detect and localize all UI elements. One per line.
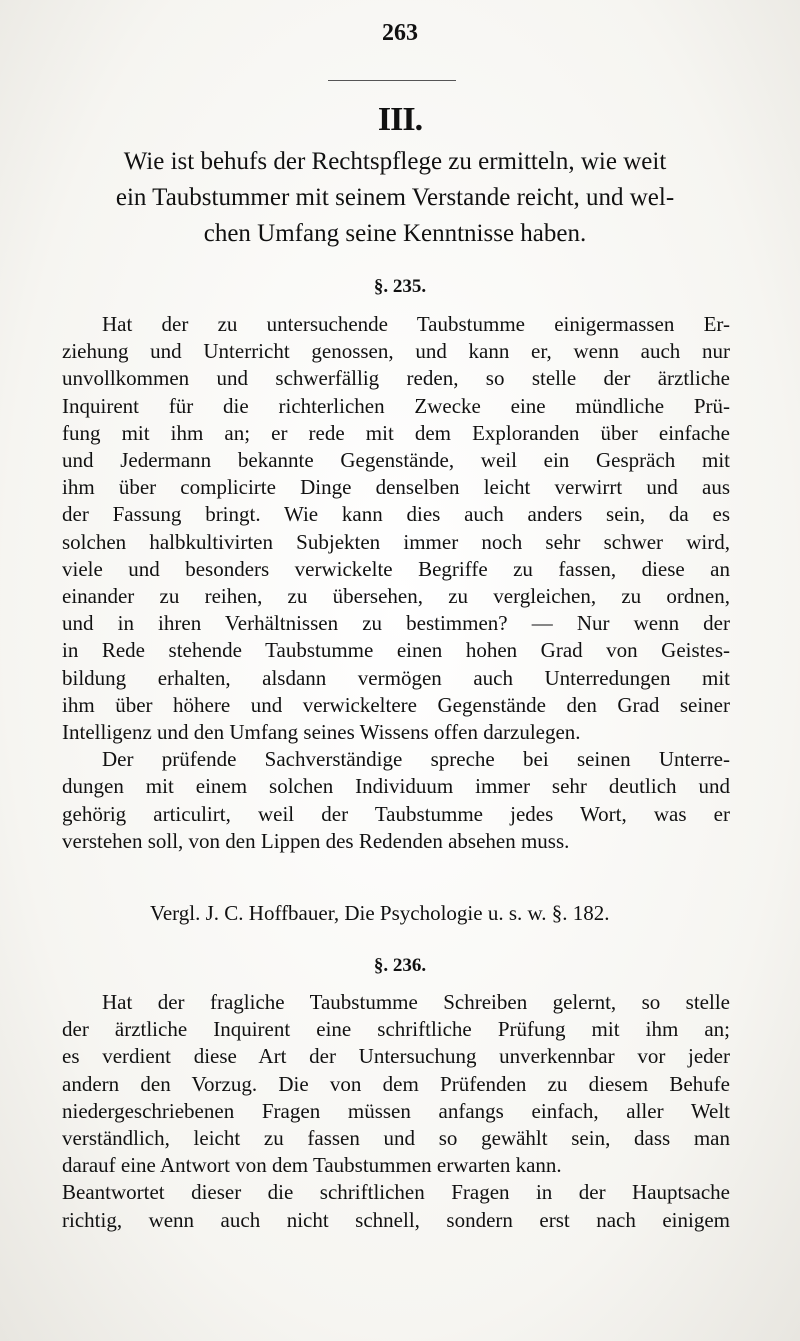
text-line: Inquirent für die richterlichen Zwecke eine mündliche Prü- xyxy=(62,393,730,418)
text-line: unvollkommen und schwerfällig reden, so stelle der ärztliche xyxy=(62,366,730,391)
text-line: verständlich, leicht zu fassen und so gewählt sein, dass man xyxy=(62,1126,730,1151)
paragraph-number-236: §. 236. xyxy=(373,955,427,976)
text-line: und in ihren Verhältnissen zu bestimmen? — Nur wenn der xyxy=(62,611,730,636)
paragraph-number-235: §. 235. xyxy=(373,276,427,297)
text-line: einander zu reihen, zu übersehen, zu vergleichen, zu ordnen, xyxy=(62,584,730,609)
text-line: richtig, wenn auch nicht schnell, sondern erst nach einigem xyxy=(62,1207,730,1232)
text-line: niedergeschriebenen Fragen müssen anfangs einfach, aller Welt xyxy=(62,1098,730,1123)
text-line: ihm über complicirte Dinge denselben leicht verwirrt und aus xyxy=(62,475,730,500)
text-line: verstehen soll, von den Lippen des Redenden absehen muss. xyxy=(62,828,570,853)
heading-line: chen Umfang seine Kenntnisse haben. xyxy=(203,220,587,247)
heading-line: Wie ist behufs der Rechtspflege zu ermitteln, wie weit xyxy=(123,148,667,175)
text-line: in Rede stehende Taubstumme einen hohen Grad von Geistes- xyxy=(62,638,730,663)
text-line: ziehung und Unterricht genossen, und kann er, wenn auch nur xyxy=(62,339,730,364)
text-line: ihm über höhere und verwickeltere Gegenstände den Grad seiner xyxy=(62,692,730,717)
section-numeral: III. xyxy=(377,101,423,138)
text-line: fung mit ihm an; er rede mit dem Exploranden über einfache xyxy=(62,420,730,445)
heading-line: ein Taubstummer mit seinem Verstande reicht, und wel- xyxy=(115,184,675,211)
text-line: Hat der zu untersuchende Taubstumme einigermassen Er- xyxy=(102,312,730,336)
text-line: dungen mit einem solchen Individuum immer sehr deutlich und xyxy=(62,774,730,799)
text-line: der Fassung bringt. Wie kann dies auch anders sein, da es xyxy=(62,502,730,527)
text-line: und Jedermann bekannte Gegenstände, weil ein Gespräch mit xyxy=(62,448,730,473)
text-line: Hat der fragliche Taubstumme Schreiben gelernt, so stelle xyxy=(102,990,730,1014)
page-number: 263 xyxy=(382,20,418,46)
text-line: gehörig articulirt, weil der Taubstumme jedes Wort, was er xyxy=(62,801,730,826)
text-line: bildung erhalten, alsdann vermögen auch Unterredungen mit xyxy=(62,665,730,690)
text-line: darauf eine Antwort von dem Taubstummen erwarten kann. xyxy=(62,1153,562,1178)
paragraph-236-text xyxy=(62,989,730,1234)
header-rule xyxy=(328,80,456,81)
text-line: der ärztliche Inquirent eine schriftliche Prüfung mit ihm an; xyxy=(62,1017,730,1042)
text-line: solchen halbkultivirten Subjekten immer noch sehr schwer wird, xyxy=(62,529,730,554)
text-line: Intelligenz und den Umfang seines Wissens offen darzulegen. xyxy=(62,720,581,745)
text-line: andern den Vorzug. Die von dem Prüfenden zu diesem Behufe xyxy=(62,1071,730,1096)
literature-reference: Vergl. J. C. Hoffbauer, Die Psychologie u. s. w. §. 182. xyxy=(150,901,610,925)
text-line: es verdient diese Art der Untersuchung unverkennbar vor jeder xyxy=(62,1044,730,1069)
section-heading xyxy=(62,144,728,252)
text-line: Der prüfende Sachverständige spreche bei seinen Unterre- xyxy=(102,747,730,772)
text-line: viele und besonders verwickelte Begriffe zu fassen, diese an xyxy=(62,556,730,581)
text-line: Beantwortet dieser die schriftlichen Fragen in der Hauptsache xyxy=(62,1180,730,1205)
paragraph-235-text xyxy=(62,311,730,855)
